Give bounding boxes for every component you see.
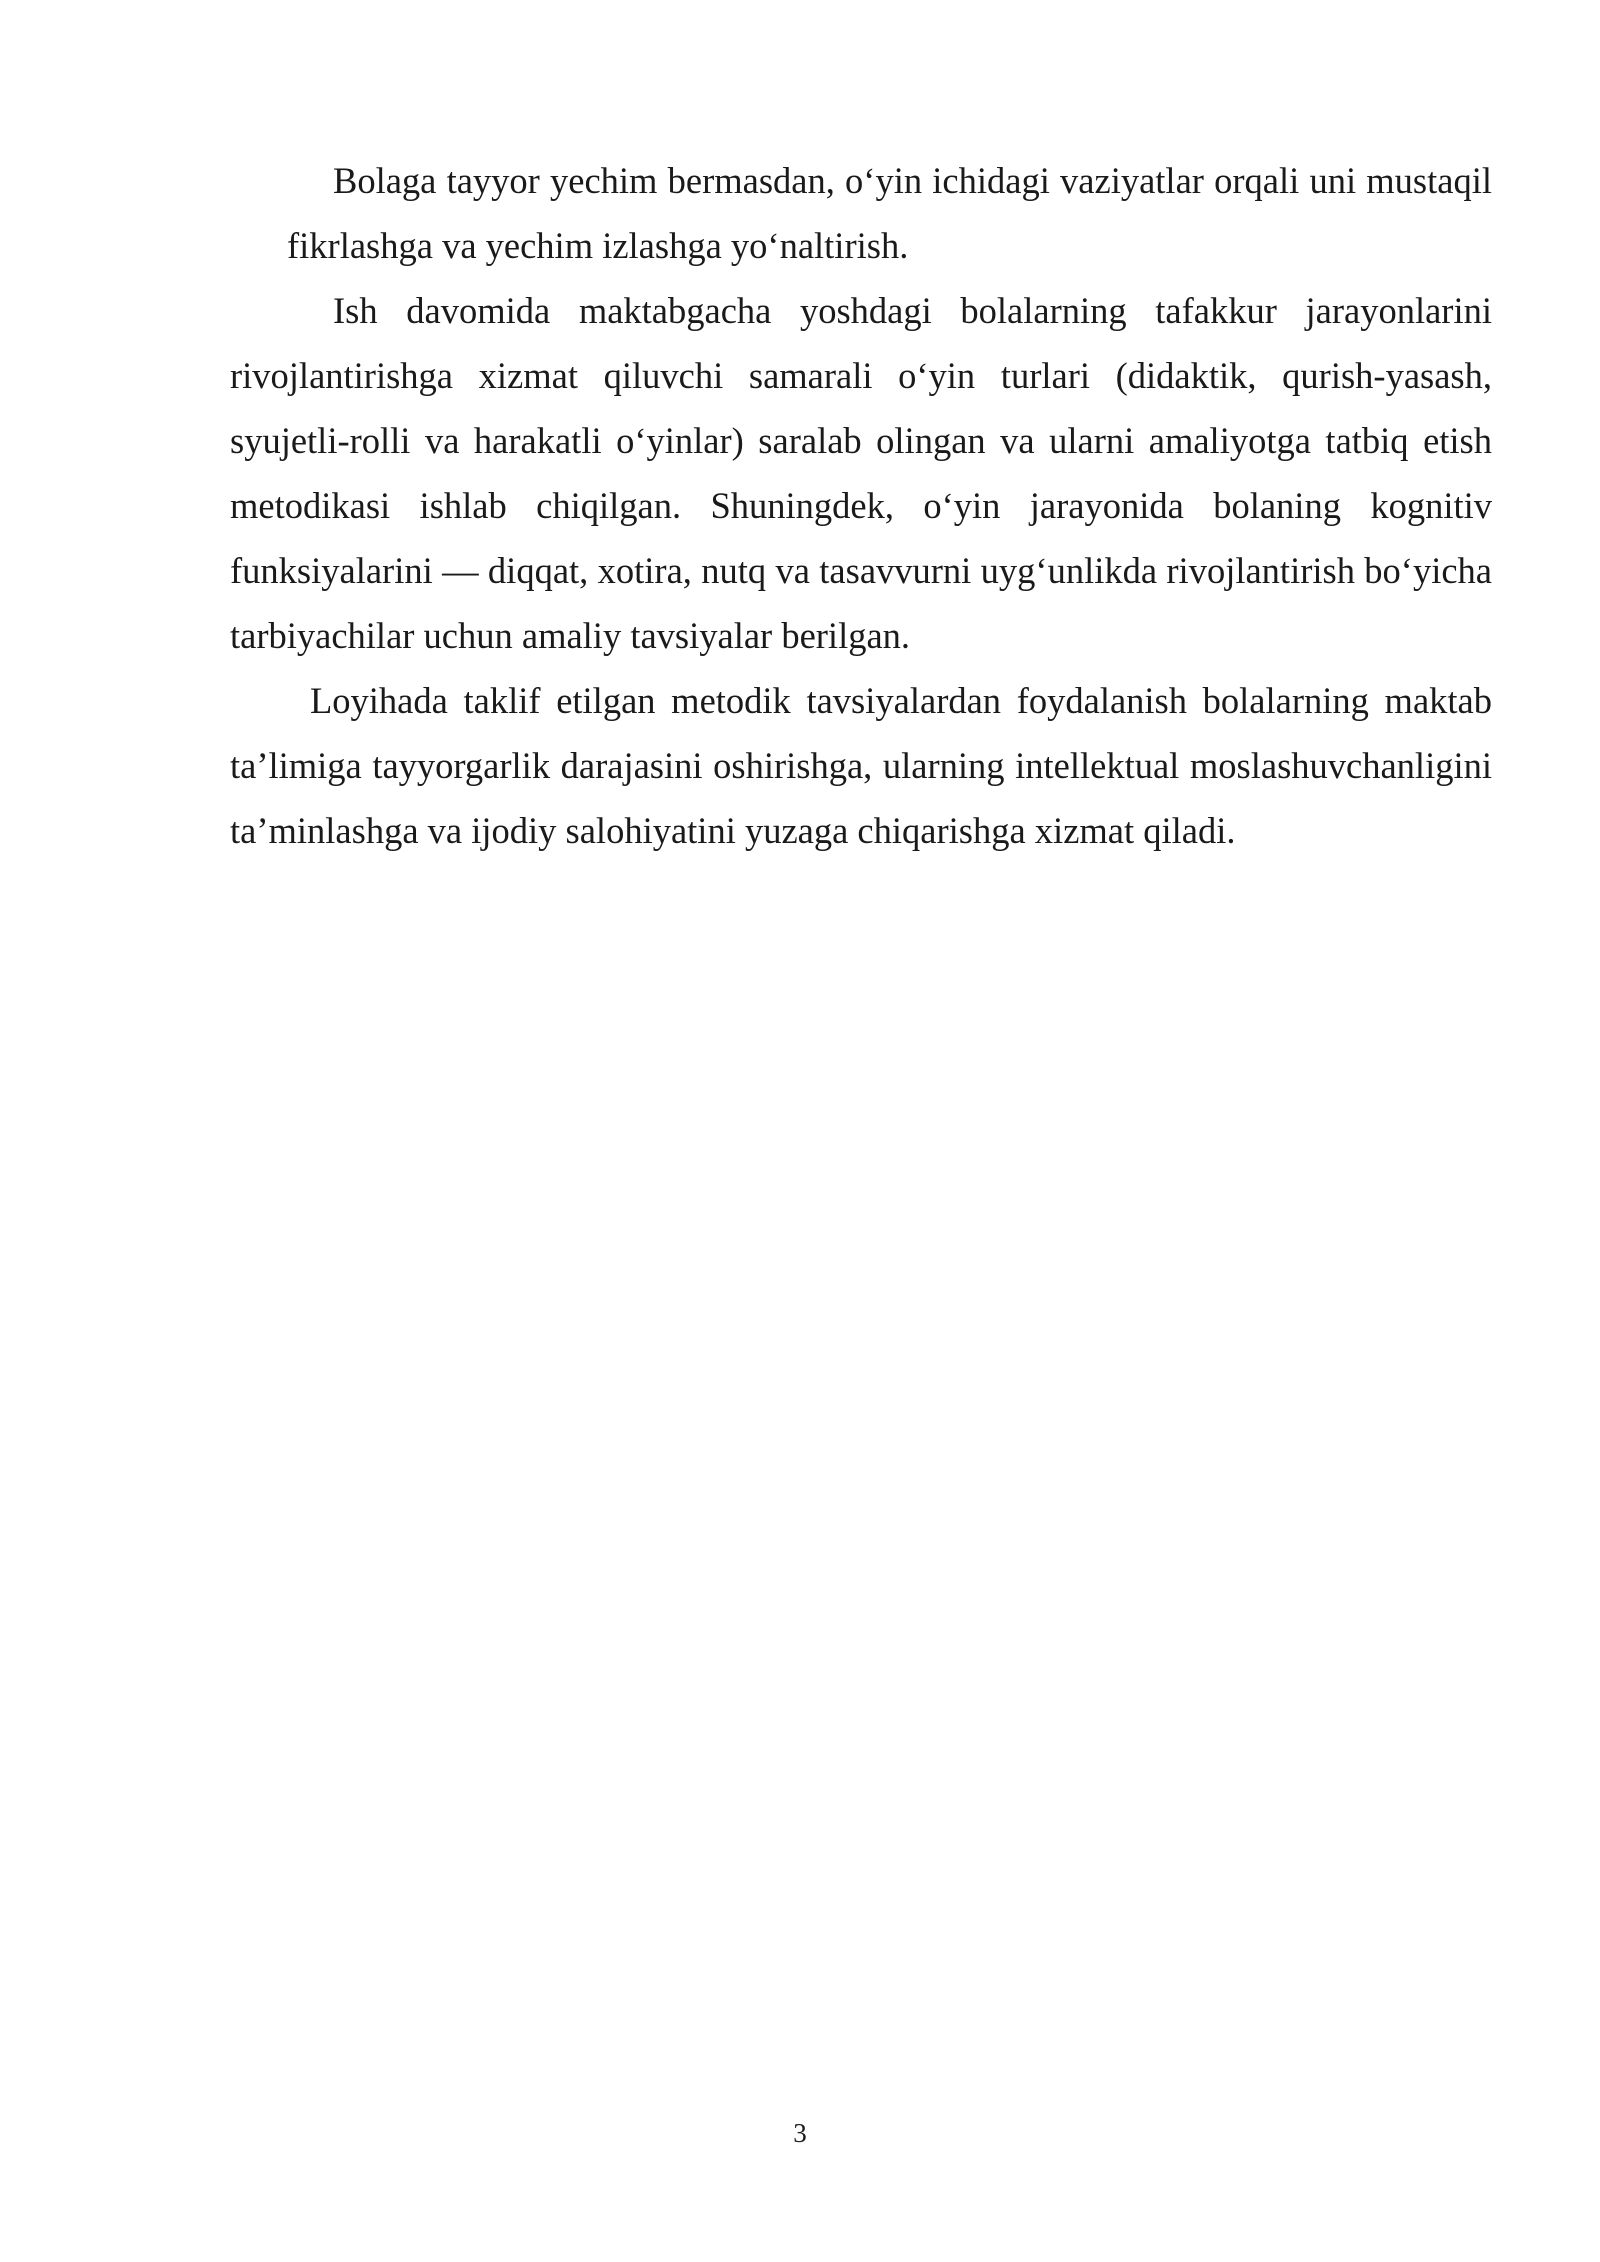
body-text xyxy=(230,148,1492,863)
paragraph-1: Bolaga tayyor yechim bermasdan, o‘yin ichidagi vaziyatlar orqali uni mustaqil fikrlashga va yechim izlashga yo‘naltirish. xyxy=(287,160,1492,266)
paragraph-3: Loyihada taklif etilgan metodik tavsiyalardan foydalanish bolalarning maktab ta’limiga tayyorgarlik darajasini oshirishga, ularning intellektual moslashuvchanligini ta’minlashga va ijodiy salohiyatini yuzaga chiqarishga xizmat qiladi. xyxy=(230,680,1492,851)
paragraph-2: Ish davomida maktabgacha yoshdagi bolalarning tafakkur jarayonlarini rivojlantirishga xizmat qiluvchi samarali o‘yin turlari (didaktik, qurish-yasash, syujetli-rolli va harakatli o‘yinlar) saralab olingan va ularni amaliyotga tatbiq etish metodikasi ishlab chiqilgan. Shuningdek, o‘yin jarayonida bolaning kognitiv funksiyalarini — diqqat, xotira, nutq va tasavvurni uyg‘unlikda rivojlantirish bo‘yicha tarbiyachilar uchun amaliy tavsiyalar berilgan. xyxy=(230,290,1492,656)
page-number: 3 xyxy=(793,2118,807,2148)
